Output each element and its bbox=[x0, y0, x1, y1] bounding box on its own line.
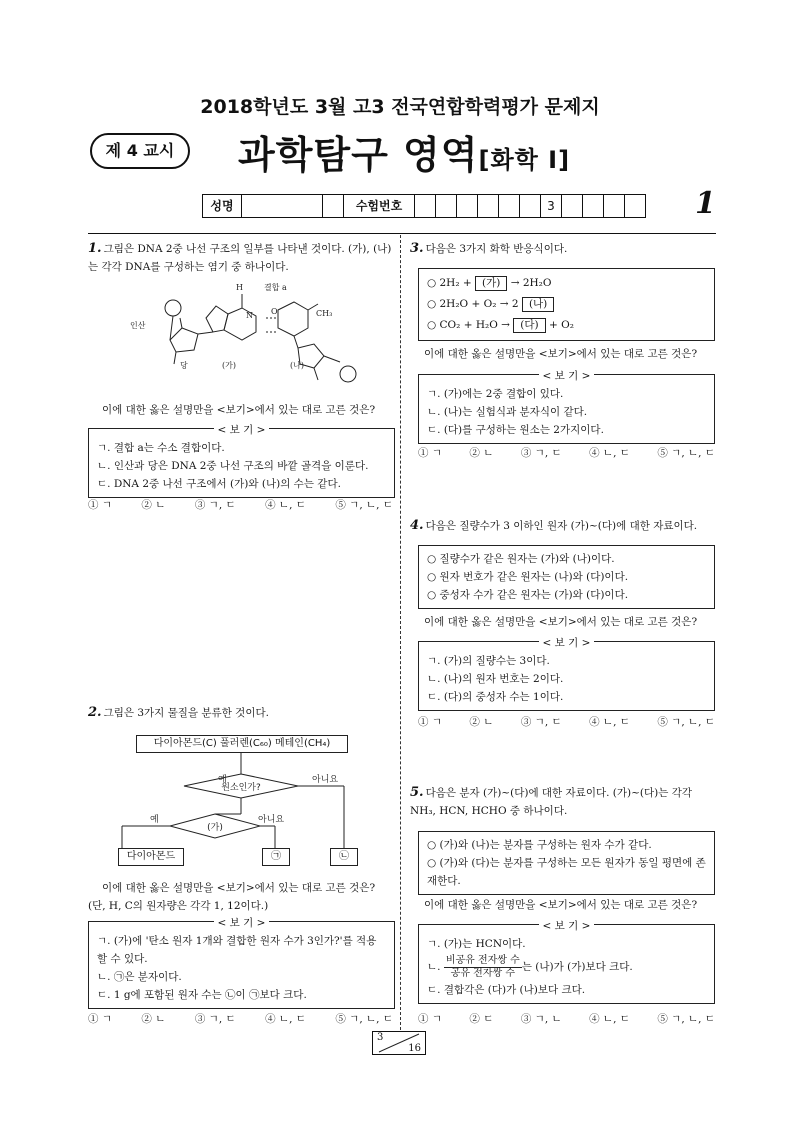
q2-stem-text: 그림은 3가지 물질을 분류한 것이다. bbox=[103, 707, 269, 719]
q4-choice[interactable]: ① ㄱ bbox=[418, 716, 442, 728]
q2-choice[interactable]: ② ㄴ bbox=[141, 1013, 166, 1025]
q3-eq3 bbox=[427, 315, 706, 336]
q2-bogi-item: ㄴ. ㉠은 분자이다. bbox=[97, 971, 182, 983]
page-current: 3 bbox=[377, 1032, 384, 1043]
q5-prompt: 이에 대한 옳은 설명만을 <보기>에서 있는 대로 고른 것은? bbox=[424, 899, 698, 911]
column-divider bbox=[400, 235, 401, 1030]
q2-substances-box: 다이아몬드(C) 풀러렌(C₆₀) 메테인(CH₄) bbox=[136, 735, 348, 753]
q5-bogi-item-fraction bbox=[427, 953, 706, 981]
q1-bogi-item: ㄴ. 인산과 당은 DNA 2중 나선 구조의 바깥 골격을 이룬다. bbox=[97, 460, 369, 472]
q3-bogi-item: ㄷ. (다)를 구성하는 원소는 2가지이다. bbox=[427, 424, 604, 436]
exam-number-cell[interactable] bbox=[562, 195, 583, 217]
q3-choices bbox=[418, 444, 715, 462]
q4-prompt: 이에 대한 옳은 설명만을 <보기>에서 있는 대로 고른 것은? bbox=[424, 616, 698, 628]
q5-bogi-box bbox=[418, 920, 715, 1004]
q5-choice[interactable]: ① ㄱ bbox=[418, 1013, 442, 1025]
q4-data-item: ○ 중성자 수가 같은 원자는 (가)와 (다)이다. bbox=[427, 589, 629, 601]
flow-q1: 원소인가? bbox=[221, 783, 261, 793]
q3-eq1-right: → 2H₂O bbox=[507, 277, 552, 289]
q4-choice[interactable]: ④ ㄴ, ㄷ bbox=[589, 716, 630, 728]
sugar-ring-left bbox=[170, 328, 198, 352]
q5-choice[interactable]: ③ ㄱ, ㄴ bbox=[520, 1013, 562, 1025]
fig-base-ga: (가) bbox=[222, 361, 236, 370]
q2-bogi-box bbox=[88, 917, 395, 1009]
exam-number-cell[interactable] bbox=[478, 195, 499, 217]
exam-title: 2018학년도 3월 고3 전국연합학력평가 문제지 bbox=[200, 96, 600, 118]
fig-bond-a: 결합 a bbox=[264, 283, 287, 292]
exam-number-cell[interactable] bbox=[499, 195, 520, 217]
q5-choice[interactable]: ② ㄷ bbox=[469, 1013, 494, 1025]
exam-number-cell[interactable] bbox=[583, 195, 604, 217]
q2-choice[interactable]: ④ ㄴ, ㄷ bbox=[265, 1013, 306, 1025]
name-field[interactable] bbox=[242, 195, 323, 217]
q4-data-item: ○ 질량수가 같은 원자는 (가)와 (나)이다. bbox=[427, 553, 615, 565]
q5-bogi-item: ㄷ. 결합각은 (다)가 (나)보다 크다. bbox=[427, 984, 586, 996]
q4-choice[interactable]: ② ㄴ bbox=[469, 716, 494, 728]
q3-eq2 bbox=[427, 294, 706, 315]
q4-stem bbox=[410, 517, 715, 535]
fig-base-na: (나) bbox=[290, 361, 304, 370]
q3-box-na: (나) bbox=[522, 297, 554, 312]
phosphate-circle bbox=[165, 300, 181, 316]
q3-choice[interactable]: ③ ㄱ, ㄷ bbox=[520, 447, 562, 459]
q1-stem bbox=[88, 240, 393, 276]
q2-choice[interactable]: ③ ㄱ, ㄷ bbox=[194, 1013, 236, 1025]
q2-prompt: 이에 대한 옳은 설명만을 <보기>에서 있는 대로 고른 것은? (단, H, C의 원자량은 각각 1, 12이다.) bbox=[88, 882, 376, 912]
q3-bogi-box bbox=[418, 370, 715, 444]
q4-bogi-item: ㄷ. (다)의 중성자 수는 1이다. bbox=[427, 691, 564, 703]
q5-data-item: ○ (가)와 (나)는 분자를 구성하는 원자 수가 같다. bbox=[427, 839, 652, 851]
exam-number-cell[interactable] bbox=[436, 195, 457, 217]
q2-bogi-label: < 보 기 > bbox=[214, 917, 270, 929]
q2-choices bbox=[88, 1010, 393, 1028]
q3-bogi-item: ㄱ. (가)에는 2중 결합이 있다. bbox=[427, 388, 564, 400]
q3-stem-text: 다음은 3가지 화학 반응식이다. bbox=[425, 243, 568, 255]
q4-data-item: ○ 원자 번호가 같은 원자는 (나)와 (다)이다. bbox=[427, 571, 629, 583]
q1-choice[interactable]: ① ㄱ bbox=[88, 499, 112, 511]
q5-fraction-den: 공유 전자쌍 수 bbox=[450, 967, 515, 979]
q1-bogi-item: ㄱ. 결합 a는 수소 결합이다. bbox=[97, 442, 225, 454]
q3-eq3-left: ○ CO₂ + H₂O → bbox=[427, 319, 514, 331]
q4-bogi-item: ㄴ. (나)의 원자 번호는 2이다. bbox=[427, 673, 564, 685]
q1-choice[interactable]: ② ㄴ bbox=[141, 499, 166, 511]
phosphate-circle-right bbox=[340, 366, 356, 382]
period-badge: 제 4 교시 bbox=[90, 133, 190, 169]
page-total: 16 bbox=[408, 1043, 421, 1054]
q2-leaf-diamond: 다이아몬드 bbox=[118, 848, 184, 866]
subject-main: 과학탐구 영역 bbox=[238, 133, 479, 177]
exam-number-cell[interactable] bbox=[604, 195, 625, 217]
q1-choices bbox=[88, 496, 393, 514]
q4-bogi-box bbox=[418, 637, 715, 711]
subject-sub: [화학 Ⅰ] bbox=[478, 146, 571, 174]
subject-title bbox=[238, 124, 570, 179]
q4-bogi-label: < 보 기 > bbox=[539, 637, 595, 649]
q4-bogi-item: ㄱ. (가)의 질량수는 3이다. bbox=[427, 655, 550, 667]
q3-box-ga: (가) bbox=[475, 276, 507, 291]
id-row bbox=[202, 194, 646, 218]
q5-choice[interactable]: ⑤ ㄱ, ㄴ, ㄷ bbox=[657, 1013, 715, 1025]
q5-bogi2-prefix: ㄴ. bbox=[427, 961, 441, 973]
q3-eq2-left: ○ 2H₂O + O₂ → 2 bbox=[427, 298, 522, 310]
q2-choice[interactable]: ① ㄱ bbox=[88, 1013, 112, 1025]
page-indicator bbox=[372, 1031, 426, 1055]
fig-phosphate: 인산 bbox=[130, 321, 146, 330]
flow-yes: 예 bbox=[218, 775, 227, 785]
q2-number: 2. bbox=[88, 705, 102, 720]
q5-bogi-label: < 보 기 > bbox=[539, 920, 595, 932]
fig-sugar: 당 bbox=[180, 361, 188, 370]
q5-data-item: ○ (가)와 (다)는 분자를 구성하는 모든 원자가 동일 평면에 존재한다. bbox=[427, 857, 706, 887]
q3-box-da: (다) bbox=[513, 318, 545, 333]
exam-number-cell[interactable] bbox=[415, 195, 436, 217]
fig-atom-h: H bbox=[236, 283, 243, 292]
q5-bogi2-suffix: 는 (나)가 (가)보다 크다. bbox=[521, 961, 633, 973]
q3-bogi-label: < 보 기 > bbox=[539, 370, 595, 382]
q5-bogi-item: ㄱ. (가)는 HCN이다. bbox=[427, 938, 526, 950]
q5-number: 5. bbox=[410, 785, 424, 800]
q2-leaf-b: ㉡ bbox=[330, 848, 358, 866]
q5-fraction-num: 비공유 전자쌍 수 bbox=[445, 954, 520, 966]
header-divider bbox=[88, 233, 716, 234]
q3-choice[interactable]: ② ㄴ bbox=[469, 447, 494, 459]
q3-eq3-right: + O₂ bbox=[545, 319, 574, 331]
q2-bogi-item: ㄱ. (가)에 '탄소 원자 1개와 결합한 원자 수가 3인가?'를 적용할 수 있다. bbox=[97, 935, 377, 965]
q3-number: 3. bbox=[410, 241, 424, 256]
flow-q2: (가) bbox=[207, 823, 223, 833]
q2-choice[interactable]: ⑤ ㄱ, ㄴ, ㄷ bbox=[335, 1013, 393, 1025]
q3-eq1 bbox=[427, 273, 706, 294]
q4-number: 4. bbox=[410, 518, 424, 533]
q3-bogi-item: ㄴ. (나)는 실험식과 분자식이 같다. bbox=[427, 406, 588, 418]
q1-bogi-item: ㄷ. DNA 2중 나선 구조에서 (가)와 (나)의 수는 같다. bbox=[97, 478, 341, 490]
pyrimidine-ring bbox=[278, 302, 308, 336]
q4-choice[interactable]: ③ ㄱ, ㄷ bbox=[520, 716, 562, 728]
q3-equations-box bbox=[418, 268, 715, 341]
dna-structure-figure bbox=[118, 282, 378, 402]
flow-no-2: 아니요 bbox=[258, 815, 285, 825]
q5-fraction bbox=[444, 955, 522, 980]
flow-yes-2: 예 bbox=[150, 815, 159, 825]
fig-ch3: CH₃ bbox=[316, 309, 333, 318]
q2-leaf-a: ㉠ bbox=[262, 848, 290, 866]
q5-stem bbox=[410, 784, 715, 820]
q5-data-box bbox=[418, 831, 715, 895]
q1-choice[interactable]: ④ ㄴ, ㄷ bbox=[265, 499, 306, 511]
q1-bogi-box bbox=[88, 424, 395, 498]
q1-choice[interactable]: ⑤ ㄱ, ㄴ, ㄷ bbox=[335, 499, 393, 511]
q5-choice[interactable]: ④ ㄴ, ㄷ bbox=[589, 1013, 630, 1025]
flow-no: 아니요 bbox=[312, 775, 339, 785]
exam-number-label: 수험번호 bbox=[344, 195, 415, 217]
q5-choices bbox=[418, 1010, 715, 1028]
q1-bogi-label: < 보 기 > bbox=[214, 424, 270, 436]
fig-atom-o: O bbox=[271, 307, 278, 316]
q2-stem bbox=[88, 704, 393, 722]
q2-bogi-item: ㄷ. 1 g에 포함된 원자 수는 ㉡이 ㉠보다 크다. bbox=[97, 989, 307, 1001]
q1-stem-text: 그림은 DNA 2중 나선 구조의 일부를 나타낸 것이다. (가), (나)는 각각 DNA를 구성하는 염기 중 하나이다. bbox=[88, 243, 392, 273]
q3-eq1-left: ○ 2H₂ + bbox=[427, 277, 476, 289]
q1-prompt: 이에 대한 옳은 설명만을 <보기>에서 있는 대로 고른 것은? bbox=[102, 404, 376, 416]
q3-choice[interactable]: ④ ㄴ, ㄷ bbox=[589, 447, 630, 459]
q4-data-box bbox=[418, 545, 715, 609]
q3-choice[interactable]: ⑤ ㄱ, ㄴ, ㄷ bbox=[657, 447, 715, 459]
q5-stem-text: 다음은 분자 (가)~(다)에 대한 자료이다. (가)~(다)는 각각 NH₃, HCN, HCHO 중 하나이다. bbox=[410, 787, 693, 817]
q3-choice[interactable]: ① ㄱ bbox=[418, 447, 442, 459]
exam-number-digit: 3 bbox=[541, 195, 562, 217]
q1-number: 1. bbox=[88, 241, 102, 256]
q4-choice[interactable]: ⑤ ㄱ, ㄴ, ㄷ bbox=[657, 716, 715, 728]
fig-atom-n: N bbox=[246, 311, 253, 320]
spacer bbox=[323, 195, 344, 217]
name-label: 성명 bbox=[203, 195, 242, 217]
q4-choices bbox=[418, 713, 715, 731]
q4-stem-text: 다음은 질량수가 3 이하인 원자 (가)~(다)에 대한 자료이다. bbox=[425, 520, 698, 532]
q1-choice[interactable]: ③ ㄱ, ㄷ bbox=[194, 499, 236, 511]
q3-prompt: 이에 대한 옳은 설명만을 <보기>에서 있는 대로 고른 것은? bbox=[424, 348, 698, 360]
q3-stem bbox=[410, 240, 715, 258]
exam-number-cell[interactable] bbox=[625, 195, 645, 217]
exam-number-cell[interactable] bbox=[457, 195, 478, 217]
exam-number-cell[interactable] bbox=[520, 195, 541, 217]
page-number: 1 bbox=[695, 186, 716, 221]
